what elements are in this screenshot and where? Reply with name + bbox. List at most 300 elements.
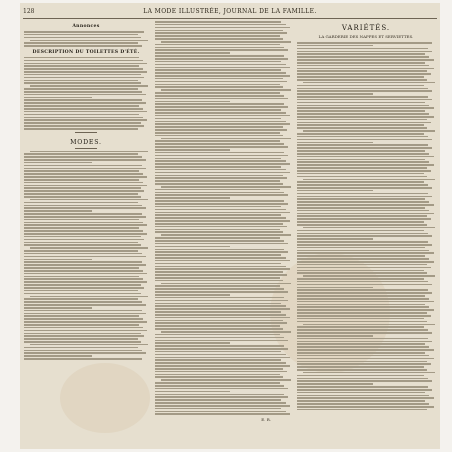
text-line (155, 322, 287, 324)
text-line (297, 378, 428, 380)
text-line (155, 285, 280, 287)
text-line (297, 150, 425, 152)
text-line (24, 244, 141, 246)
text-line (24, 156, 142, 158)
text-line (155, 357, 290, 359)
text-line (297, 51, 432, 53)
text-line (24, 190, 144, 192)
text-line (155, 220, 290, 222)
text-line (297, 312, 427, 314)
text-line (155, 371, 287, 373)
text-line (297, 292, 432, 294)
text-line (297, 113, 429, 115)
text-line (155, 300, 288, 302)
section-title-description: DESCRIPTION DU TOILETTES D'ÉTÉ. (32, 49, 140, 55)
text-line (297, 68, 434, 70)
text-line (24, 321, 147, 323)
text-line (297, 207, 425, 209)
text-line (24, 333, 141, 335)
text-line (24, 347, 138, 349)
text-line (155, 348, 288, 350)
text-line (24, 42, 138, 44)
text-line (297, 267, 431, 269)
text-line (155, 163, 290, 165)
text-line (155, 192, 284, 194)
text-line (155, 257, 286, 259)
text-line (155, 394, 284, 396)
text-line (297, 204, 434, 206)
text-line (155, 200, 284, 202)
text-line (24, 63, 147, 65)
text-line (155, 271, 283, 273)
text-line (297, 90, 432, 92)
text-line (24, 65, 139, 67)
text-line (297, 133, 424, 135)
text-line (24, 278, 143, 280)
text-line (24, 57, 139, 59)
text-line (297, 306, 429, 308)
text-line (24, 128, 138, 130)
text-line (297, 105, 429, 107)
text-line (155, 27, 290, 29)
text-line (155, 55, 284, 57)
text-line (297, 65, 429, 67)
text-line (303, 372, 435, 374)
text-line (297, 164, 434, 166)
text-line (24, 97, 92, 99)
text-line (297, 116, 434, 118)
text-line (297, 369, 427, 371)
text-line (24, 71, 147, 73)
text-line (297, 304, 425, 306)
text-line (24, 230, 143, 232)
text-line (303, 227, 435, 229)
text-line (297, 187, 432, 189)
text-line (297, 318, 424, 320)
text-line (297, 159, 425, 161)
text-line (297, 284, 432, 286)
text-line (155, 288, 284, 290)
text-line (24, 102, 146, 104)
text-line (297, 156, 434, 158)
text-line (155, 237, 280, 239)
text-line (155, 405, 290, 407)
text-line (297, 241, 428, 243)
text-line (24, 173, 143, 175)
text-line (155, 317, 290, 319)
text-line (155, 67, 290, 69)
text-line (155, 325, 280, 327)
text-line (297, 346, 429, 348)
paper-stain (60, 363, 150, 433)
text-line (24, 153, 138, 155)
text-line (155, 342, 230, 344)
text-line (24, 259, 92, 261)
text-line (155, 362, 286, 364)
text-line (24, 45, 142, 47)
text-line (24, 125, 144, 127)
text-line (297, 193, 428, 195)
text-block (24, 151, 148, 360)
text-line (297, 127, 427, 129)
text-line (24, 213, 142, 215)
text-line (155, 135, 283, 137)
text-line (303, 82, 435, 84)
text-line (155, 183, 283, 185)
text-line (155, 132, 280, 134)
text-line (297, 224, 427, 226)
text-line (297, 335, 373, 337)
text-line (24, 196, 141, 198)
text-line (161, 379, 291, 381)
text-line (297, 110, 425, 112)
text-line (155, 260, 290, 262)
text-line (297, 153, 429, 155)
text-line (303, 275, 435, 277)
text-line (297, 56, 429, 58)
text-line (155, 305, 286, 307)
text-line (297, 79, 427, 81)
text-line (297, 124, 424, 126)
text-line (297, 380, 432, 382)
text-line (24, 162, 92, 164)
text-line (297, 281, 428, 283)
text-line (155, 101, 230, 103)
text-line (297, 321, 427, 323)
text-line (155, 172, 290, 174)
varietes-heading: VARIÉTÉS. (341, 24, 391, 32)
text-line (24, 253, 142, 255)
varietes-subheading: LA GARDERIE DES NAPPES ET SERVIETTES. (318, 34, 414, 39)
text-line (155, 246, 230, 248)
page-number: 128 (23, 8, 35, 15)
text-line (297, 42, 432, 44)
text-line (30, 247, 148, 249)
text-line (24, 341, 141, 343)
text-line (297, 352, 425, 354)
text-line (24, 307, 92, 309)
text-line (24, 187, 141, 189)
text-line (24, 119, 147, 121)
text-line (155, 294, 230, 296)
text-line (297, 62, 425, 64)
text-block (155, 21, 291, 415)
text-line (297, 136, 428, 138)
text-line (297, 221, 424, 223)
divider (75, 148, 97, 149)
text-line (155, 106, 288, 108)
text-line (297, 48, 428, 50)
text-line (297, 173, 424, 175)
text-line (24, 74, 141, 76)
text-line (155, 92, 280, 94)
text-line (297, 406, 434, 408)
text-line (24, 207, 146, 209)
text-line (24, 31, 144, 33)
text-line (24, 338, 138, 340)
text-line (297, 119, 427, 121)
text-line (297, 170, 431, 172)
text-line (24, 117, 143, 119)
text-line (155, 98, 288, 100)
text-line (155, 340, 288, 342)
text-line (155, 24, 286, 26)
text-line (155, 197, 230, 199)
text-line (24, 350, 142, 352)
running-title: LA MODE ILLUSTRÉE, JOURNAL DE LA FAMILLE. (143, 8, 317, 15)
text-line (297, 59, 434, 61)
text-line (30, 344, 148, 346)
text-line (155, 44, 280, 46)
text-line (297, 315, 431, 317)
text-line (155, 155, 288, 157)
text-line (155, 61, 281, 63)
text-line (297, 343, 425, 345)
text-line (24, 276, 139, 278)
text-line (24, 205, 142, 207)
text-line (297, 45, 373, 47)
text-line (297, 409, 427, 411)
text-line (155, 149, 230, 151)
text-line (155, 38, 283, 40)
text-line (161, 89, 291, 91)
text-line (155, 175, 283, 177)
text-line (161, 331, 291, 333)
text-line (24, 60, 143, 62)
text-line (24, 108, 143, 110)
text-block (24, 57, 148, 130)
text-line (297, 144, 428, 146)
text-line (297, 139, 432, 141)
section-title-annonces: Annonces (72, 24, 100, 29)
text-line (155, 408, 281, 410)
text-line (155, 209, 286, 211)
text-line (155, 75, 290, 77)
text-line (155, 382, 280, 384)
text-line (155, 226, 287, 228)
text-line (24, 34, 138, 36)
text-line (155, 21, 281, 23)
text-line (155, 411, 286, 413)
text-line (297, 326, 424, 328)
text-line (155, 158, 281, 160)
text-line (24, 114, 139, 116)
text-line (155, 374, 280, 376)
text-line (161, 283, 291, 285)
text-line (24, 68, 143, 70)
text-line (155, 30, 283, 32)
text-line (155, 72, 286, 74)
text-line (297, 361, 427, 363)
text-line (24, 284, 141, 286)
text-line (155, 49, 288, 51)
text-line (24, 233, 147, 235)
text-line (155, 95, 284, 97)
text-line (155, 328, 283, 330)
text-line (24, 227, 139, 229)
text-line (297, 301, 434, 303)
text-line (297, 181, 424, 183)
text-line (24, 310, 142, 312)
signature: E. R. (261, 417, 271, 423)
text-line (155, 129, 287, 131)
text-line (155, 399, 281, 401)
text-line (297, 147, 432, 149)
text-line (297, 295, 425, 297)
text-line (24, 267, 139, 269)
text-line (155, 376, 283, 378)
text-line (155, 109, 281, 111)
text-line (155, 206, 281, 208)
text-line (24, 165, 142, 167)
text-line (155, 69, 281, 71)
text-line (155, 354, 286, 356)
text-line (155, 81, 287, 83)
text-line (155, 268, 290, 270)
text-line (155, 274, 287, 276)
text-line (24, 176, 147, 178)
text-line (297, 298, 429, 300)
text-line (24, 273, 147, 275)
text-line (297, 201, 429, 203)
divider (75, 132, 97, 133)
text-line (155, 180, 280, 182)
text-line (161, 234, 291, 236)
text-line (297, 255, 425, 257)
text-line (155, 121, 286, 123)
text-line (303, 179, 435, 181)
text-line (155, 254, 281, 256)
text-line (155, 320, 283, 322)
text-line (297, 261, 434, 263)
column-right (297, 21, 435, 412)
text-line (155, 334, 280, 336)
text-line (155, 251, 288, 253)
text-line (155, 84, 280, 86)
header-rule (23, 18, 437, 19)
text-line (297, 332, 432, 334)
text-line (155, 86, 283, 88)
text-line (24, 210, 92, 212)
text-line (297, 392, 425, 394)
text-line (297, 161, 429, 163)
text-line (155, 365, 290, 367)
text-line (155, 243, 288, 245)
text-line (155, 263, 281, 265)
text-line (297, 233, 428, 235)
text-line (24, 111, 147, 113)
text-line (24, 301, 142, 303)
text-line (297, 122, 431, 124)
column-left (24, 21, 148, 361)
text-line (297, 258, 429, 260)
text-line (24, 293, 141, 295)
text-line (297, 215, 427, 217)
text-line (155, 194, 288, 196)
text-line (297, 218, 431, 220)
text-line (24, 236, 141, 238)
text-line (297, 244, 432, 246)
newspaper-page (20, 3, 440, 449)
text-line (297, 338, 428, 340)
text-line (24, 77, 144, 79)
text-line (297, 76, 424, 78)
text-line (155, 402, 286, 404)
text-line (155, 413, 290, 415)
text-line (155, 308, 290, 310)
text-line (161, 41, 291, 43)
text-line (155, 223, 283, 225)
text-line (24, 330, 147, 332)
text-line (155, 368, 283, 370)
text-line (297, 389, 432, 391)
text-line (155, 229, 280, 231)
text-line (161, 138, 291, 140)
text-line (24, 287, 144, 289)
text-line (297, 176, 427, 178)
text-line (155, 297, 284, 299)
text-line (155, 291, 288, 293)
text-line (297, 213, 434, 215)
text-line (297, 250, 429, 252)
text-line (155, 35, 280, 37)
text-line (24, 315, 139, 317)
text-line (24, 281, 147, 283)
text-line (30, 199, 148, 201)
text-line (24, 239, 144, 241)
text-line (24, 219, 139, 221)
text-line (303, 324, 435, 326)
text-line (155, 169, 286, 171)
text-line (24, 170, 139, 172)
text-line (24, 264, 146, 266)
text-line (155, 123, 290, 125)
text-line (155, 126, 283, 128)
text-line (24, 250, 138, 252)
text-line (24, 82, 141, 84)
text-line (297, 88, 428, 90)
text-line (155, 266, 286, 268)
text-line (297, 102, 425, 104)
text-line (30, 85, 148, 87)
text-line (297, 386, 428, 388)
text-block (24, 31, 148, 47)
text-line (297, 190, 373, 192)
text-line (155, 337, 284, 339)
text-line (297, 210, 429, 212)
text-line (24, 335, 144, 337)
text-line (155, 391, 230, 393)
text-line (297, 196, 432, 198)
text-line (155, 103, 284, 105)
text-line (297, 247, 425, 249)
text-line (155, 203, 288, 205)
text-line (155, 359, 281, 361)
text-line (155, 314, 286, 316)
text-line (24, 327, 143, 329)
text-line (155, 140, 280, 142)
text-line (297, 184, 428, 186)
text-line (24, 304, 146, 306)
text-line (24, 179, 139, 181)
text-line (297, 96, 428, 98)
text-line (30, 151, 148, 153)
text-line (155, 189, 280, 191)
text-line (155, 351, 281, 353)
text-line (155, 143, 284, 145)
text-line (155, 249, 284, 251)
text-line (155, 152, 284, 154)
